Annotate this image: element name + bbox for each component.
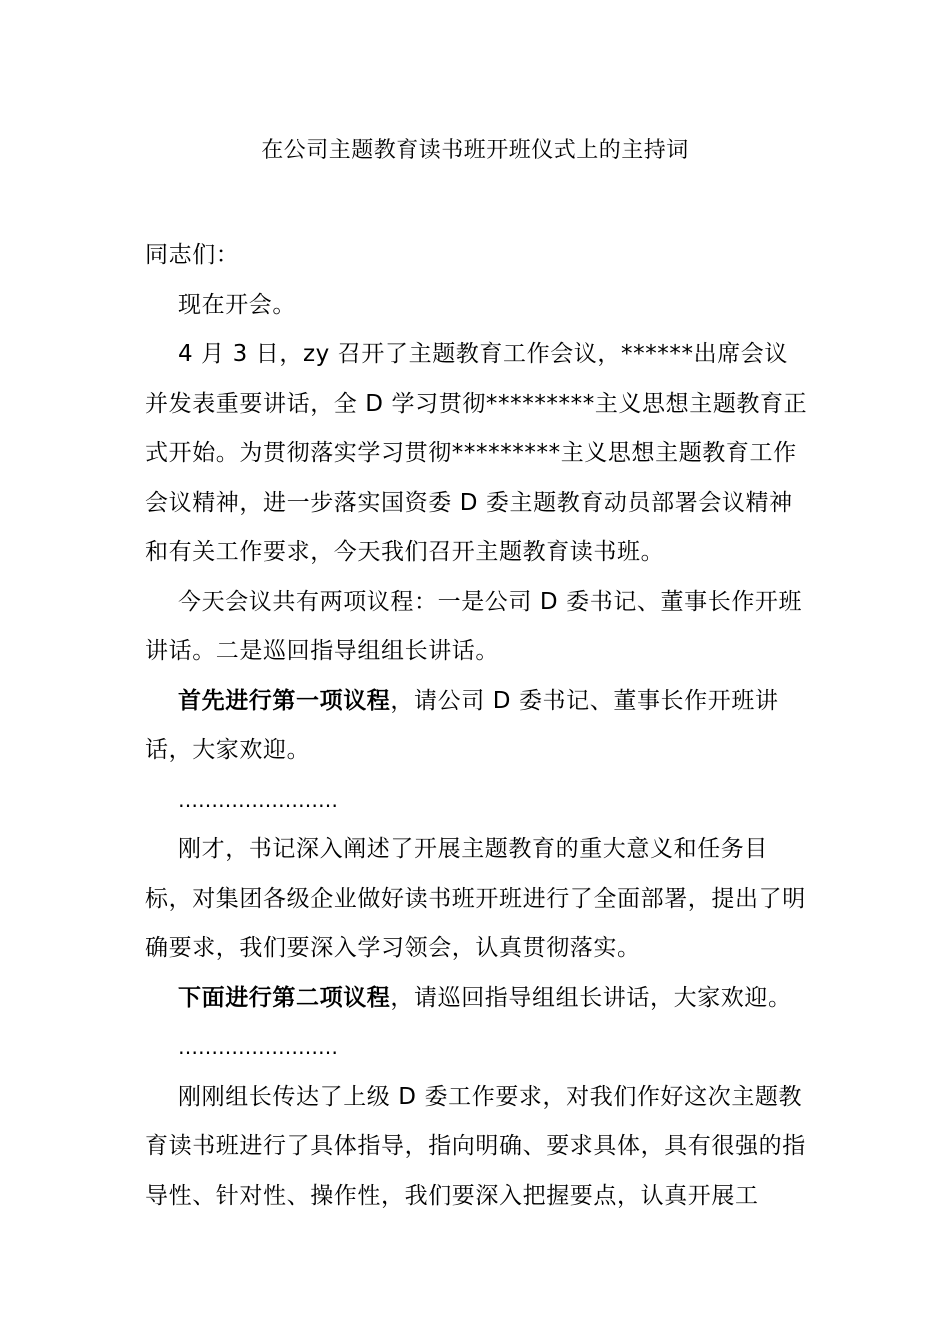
paragraph-summary-second xyxy=(145,1073,810,1222)
paragraph-text: 4 月 3 日，zy 召开了主题教育工作会议，******出席会议并发表重要讲话，全 D 学习贯彻*********主义思想主题教育正式开始。为贯彻落实学习贯彻*********主义思想主题教育工作会议精神，进一步落实国资委 D 委主题教育动员部署会议精神和有关工作要求，今天我们召开主题教育读书班。 xyxy=(145,341,808,565)
paragraph-text: ，请公司 D 委书记、董事长作开班讲话，大家欢迎。 xyxy=(145,687,779,763)
paragraph-lead: 首先进行第一项议程 xyxy=(178,687,391,714)
paragraph-agenda xyxy=(145,578,810,677)
paragraph-first-item xyxy=(145,677,810,776)
paragraph-text: 今天会议共有两项议程：一是公司 D 委书记、董事长作开班讲话。二是巡回指导组组长讲话。 xyxy=(145,588,803,664)
paragraph-lead: 下面进行第二项议程 xyxy=(178,984,391,1011)
paragraph-text: 刚刚组长传达了上级 D 委工作要求，对我们作好这次主题教育读书班进行了具体指导，指向明确、要求具体，具有很强的指导性、针对性、操作性，我们要深入把握要点，认真开展工 xyxy=(145,1083,806,1209)
document-title: 在公司主题教育读书班开班仪式上的主持词 xyxy=(261,138,689,163)
paragraph-summary-first xyxy=(145,825,810,974)
document-body xyxy=(145,231,810,1221)
ellipsis-line xyxy=(145,1023,810,1073)
ellipsis-line xyxy=(145,776,810,826)
paragraph-second-item xyxy=(145,974,810,1024)
paragraph-opening xyxy=(145,281,810,331)
ellipsis-text: …………………… xyxy=(178,787,338,812)
ellipsis-text: …………………… xyxy=(178,1035,338,1059)
paragraph-text: 现在开会。 xyxy=(178,291,296,318)
paragraph-text: ，请巡回指导组组长讲话，大家欢迎。 xyxy=(390,984,792,1011)
paragraph-text: 刚才，书记深入阐述了开展主题教育的重大意义和任务目标，对集团各级企业做好读书班开班进行了全面部署，提出了明确要求，我们要深入学习领会，认真贯彻落实。 xyxy=(145,836,806,961)
paragraph-background xyxy=(145,330,810,578)
salutation: 同志们： xyxy=(145,242,240,268)
